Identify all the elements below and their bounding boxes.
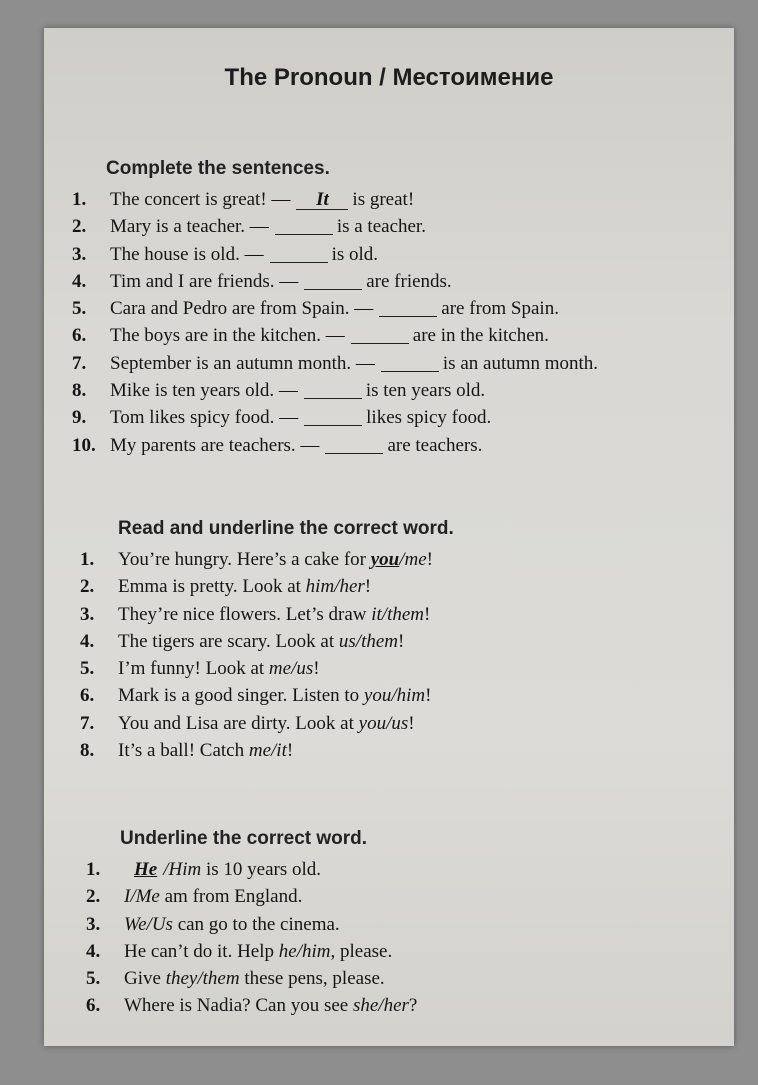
section2-list	[80, 546, 724, 764]
sentence-start: Tom likes spicy food. —	[110, 407, 299, 429]
option-2: Us	[151, 913, 173, 935]
answer-blank	[304, 380, 362, 399]
option-separator: /	[381, 603, 388, 625]
item-number: 6.	[80, 685, 95, 707]
list-item	[72, 241, 724, 268]
list-item	[86, 965, 724, 992]
list-item	[72, 213, 724, 240]
item-number: 5.	[80, 658, 95, 680]
list-item	[80, 737, 724, 764]
page-title: The Pronoun / Местоимение	[224, 64, 554, 91]
option-2: them	[361, 630, 398, 652]
option-1: it	[371, 603, 382, 625]
section2-heading: Read and underline the correct word.	[118, 518, 454, 539]
item-number: 2.	[72, 216, 87, 238]
option-1: you	[370, 549, 400, 570]
answer-blank	[304, 407, 362, 426]
sentence-end: can go to the cinema.	[172, 913, 340, 935]
sentence-end: is ten years old.	[365, 380, 486, 402]
option-separator: /	[334, 576, 340, 598]
sentence-end: likes spicy food.	[366, 407, 492, 429]
list-item	[86, 856, 724, 883]
item-number: 6.	[86, 995, 101, 1017]
option-1: me	[268, 658, 292, 680]
list-item	[72, 186, 724, 213]
item-number: 2.	[80, 576, 95, 598]
sentence-end: !	[408, 712, 415, 734]
option-separator: /	[386, 712, 392, 734]
sentence-end: are from Spain.	[441, 298, 559, 320]
option-separator: /	[197, 968, 203, 990]
item-number: 1.	[86, 859, 101, 880]
sentence-text: They’re nice flowers. Let’s draw	[118, 603, 372, 625]
list-item	[72, 322, 724, 349]
option-1: him	[305, 576, 335, 598]
section3-heading: Underline the correct word.	[120, 828, 368, 849]
list-item	[72, 295, 724, 322]
option-1: We	[124, 913, 147, 935]
list-item	[80, 546, 724, 573]
sentence-end: are teachers.	[387, 434, 483, 456]
sentence-start: Where is Nadia? Can you see	[124, 995, 353, 1017]
sentence-end: !	[424, 603, 431, 625]
option-1: you	[363, 685, 392, 707]
list-item	[80, 710, 724, 737]
sentence-end: these pens, please.	[239, 968, 385, 990]
option-separator: /	[355, 630, 362, 652]
option-separator: /	[146, 913, 152, 935]
option-separator: /	[163, 859, 169, 880]
option-2: them	[202, 968, 240, 990]
sentence-start: The concert is great! —	[110, 189, 291, 210]
section1-list	[72, 186, 724, 459]
answer-blank	[381, 353, 439, 372]
option-separator: /	[391, 685, 397, 707]
item-number: 8.	[80, 740, 95, 762]
sentence-end: !	[364, 576, 372, 598]
sentence-end: is a teacher.	[336, 216, 426, 238]
answer-blank	[270, 244, 328, 263]
list-item	[72, 404, 724, 431]
item-number: 5.	[72, 298, 87, 320]
sentence-end: !	[313, 658, 320, 680]
sentence-start: The house is old. —	[110, 243, 264, 265]
option-2: us	[296, 658, 314, 680]
list-item	[72, 350, 724, 377]
option-1: us	[338, 630, 356, 652]
option-1: he	[278, 940, 297, 962]
option-2: me	[404, 549, 427, 570]
option-2: him	[302, 940, 331, 962]
sentence-start: He can’t do it. Help	[124, 940, 279, 962]
sentence-end: is great!	[352, 189, 415, 210]
sentence-start: My parents are teachers. —	[110, 434, 320, 456]
list-item	[80, 628, 724, 655]
section3-list	[86, 856, 724, 1020]
option-separator: /	[130, 886, 136, 908]
option-2: her	[339, 576, 365, 598]
option-2: Me	[135, 886, 160, 908]
item-number: 7.	[80, 712, 95, 734]
answer-blank	[275, 216, 333, 235]
option-2: us	[391, 712, 409, 734]
sentence-end: is an autumn month.	[442, 352, 599, 374]
sentence-end: is old.	[331, 243, 379, 265]
sentence-text: I’m funny! Look at	[118, 658, 269, 680]
item-number: 7.	[72, 352, 87, 374]
option-1: she	[352, 995, 379, 1017]
sentence-start: Mike is ten years old. —	[110, 380, 298, 402]
list-item	[80, 573, 724, 600]
answer-blank	[325, 435, 383, 454]
option-1: you	[358, 712, 387, 734]
item-number: 2.	[86, 886, 101, 908]
item-number: 4.	[86, 940, 101, 962]
list-item	[72, 377, 724, 404]
option-separator: /	[296, 940, 302, 962]
option-1: they	[165, 968, 198, 990]
option-separator: /	[378, 995, 384, 1017]
sentence-start: September is an autumn month. —	[110, 352, 375, 374]
sentence-end: !	[286, 740, 294, 762]
list-item	[86, 883, 724, 910]
list-item	[80, 655, 724, 682]
sentence-end: is 10 years old.	[201, 859, 322, 880]
list-item	[80, 682, 724, 709]
sentence-end: , please.	[330, 940, 393, 962]
option-2: Him	[168, 859, 202, 880]
list-item	[72, 268, 724, 295]
sentence-text: You’re hungry. Here’s a cake for	[118, 549, 371, 570]
sentence-end: am from England.	[159, 886, 303, 908]
sentence-text: It’s a ball! Catch	[118, 740, 249, 762]
item-number: 4.	[80, 630, 95, 652]
option-2: it	[276, 740, 287, 762]
list-item	[86, 992, 724, 1019]
option-separator: /	[291, 658, 297, 680]
item-number: 3.	[72, 243, 87, 265]
item-number: 3.	[86, 913, 101, 935]
option-2: him	[396, 685, 426, 707]
list-item	[86, 911, 724, 938]
option-separator: /	[399, 549, 405, 570]
sentence-end: !	[426, 549, 433, 570]
item-number: 5.	[86, 968, 101, 990]
answer-blank: It	[296, 191, 348, 210]
section1-heading: Complete the sentences.	[106, 158, 330, 179]
list-item	[72, 432, 724, 459]
option-separator: /	[271, 740, 277, 762]
sentence-start: The boys are in the kitchen. —	[110, 325, 345, 347]
sentence-start: Cara and Pedro are from Spain. —	[110, 298, 374, 320]
item-number: 4.	[72, 270, 87, 292]
option-1: He	[134, 859, 158, 880]
sentence-start: Give	[124, 968, 166, 990]
item-number: 6.	[72, 325, 87, 347]
worksheet-page	[44, 28, 734, 1046]
sentence-end: ?	[408, 995, 418, 1017]
sentence-end: !	[425, 685, 432, 707]
option-1: me	[248, 740, 272, 762]
option-2: them	[387, 603, 425, 625]
list-item	[80, 601, 724, 628]
sentence-end: are in the kitchen.	[412, 325, 549, 347]
item-number: 1.	[72, 189, 87, 210]
answer-blank	[351, 325, 409, 344]
item-number: 1.	[80, 549, 95, 570]
sentence-text: The tigers are scary. Look at	[118, 630, 339, 652]
option-2: her	[383, 995, 409, 1017]
sentence-end: !	[398, 630, 405, 652]
sentence-end: are friends.	[366, 270, 452, 292]
sentence-start: Mary is a teacher. —	[110, 216, 269, 238]
answer-blank	[379, 298, 437, 317]
item-number: 9.	[72, 407, 87, 429]
item-number: 8.	[72, 380, 87, 402]
sentence-start: Tim and I are friends. —	[110, 270, 299, 292]
item-number: 3.	[80, 603, 95, 625]
option-1: I	[124, 886, 131, 908]
item-number: 10.	[72, 434, 96, 456]
list-item	[86, 938, 724, 965]
sentence-text: Emma is pretty. Look at	[118, 576, 306, 598]
sentence-text: You and Lisa are dirty. Look at	[118, 712, 359, 734]
sentence-text: Mark is a good singer. Listen to	[118, 685, 364, 707]
answer-blank	[304, 271, 362, 290]
